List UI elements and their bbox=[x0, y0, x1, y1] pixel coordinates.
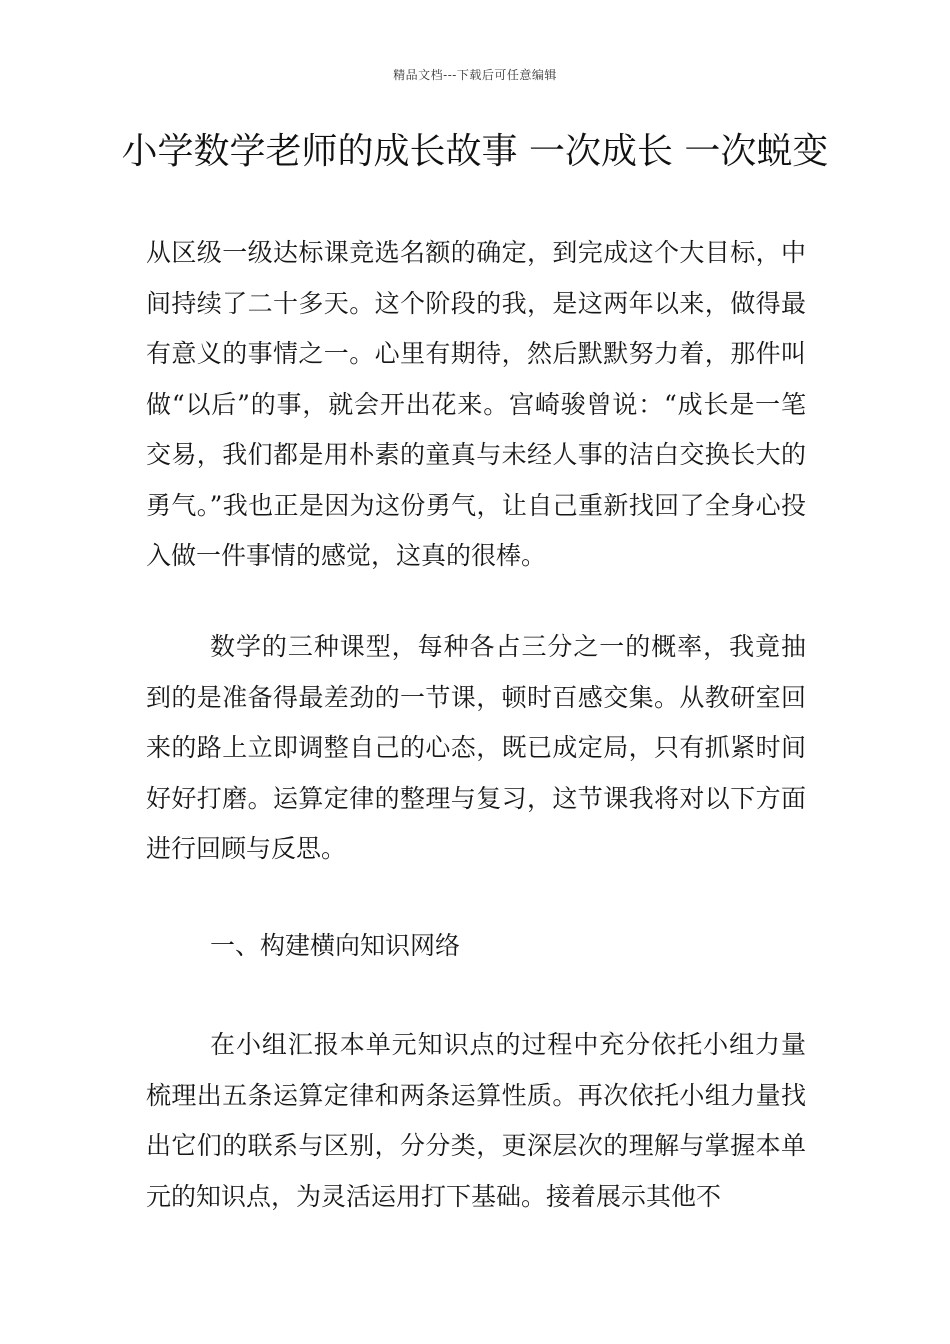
paragraph-intro: 从区级一级达标课竞选名额的确定，到完成这个大目标，中间持续了二十多天。这个阶段的我，是这两年以来，做得最有意义的事情之一。心里有期待，然后默默努力着，那件叫做“以后”的事，就会开出花来。宫崎骏曾说：“成长是一笔交易，我们都是用朴素的童真与未经人事的洁白交换长大的勇气。”我也正是因为这份勇气，让自己重新找回了全身心投入做一件事情的感觉，这真的很棒。 bbox=[146, 238, 806, 570]
paragraph-knowledge-network: 在小组汇报本单元知识点的过程中充分依托小组力量梳理出五条运算定律和两条运算性质。再次依托小组力量找出它们的联系与区别，分分类，更深层次的理解与掌握本单元的知识点，为灵活运用打下基础。接着展示其他不 bbox=[146, 1030, 806, 1211]
section-heading: 一、构建横向知识网络 bbox=[210, 931, 461, 960]
document-title: 小学数学老师的成长故事 一次成长 一次蜕变 bbox=[121, 131, 829, 172]
header-note: 精品文档---下载后可任意编辑 bbox=[393, 68, 557, 82]
paragraph-lesson-draw: 数学的三种课型，每种各占三分之一的概率，我竟抽到的是准备得最差劲的一节课，顿时百感交集。从教研室回来的路上立即调整自己的心态，既已成定局，只有抓紧时间好好打磨。运算定律的整理与复习，这节课我将对以下方面进行回顾与反思。 bbox=[146, 632, 806, 863]
